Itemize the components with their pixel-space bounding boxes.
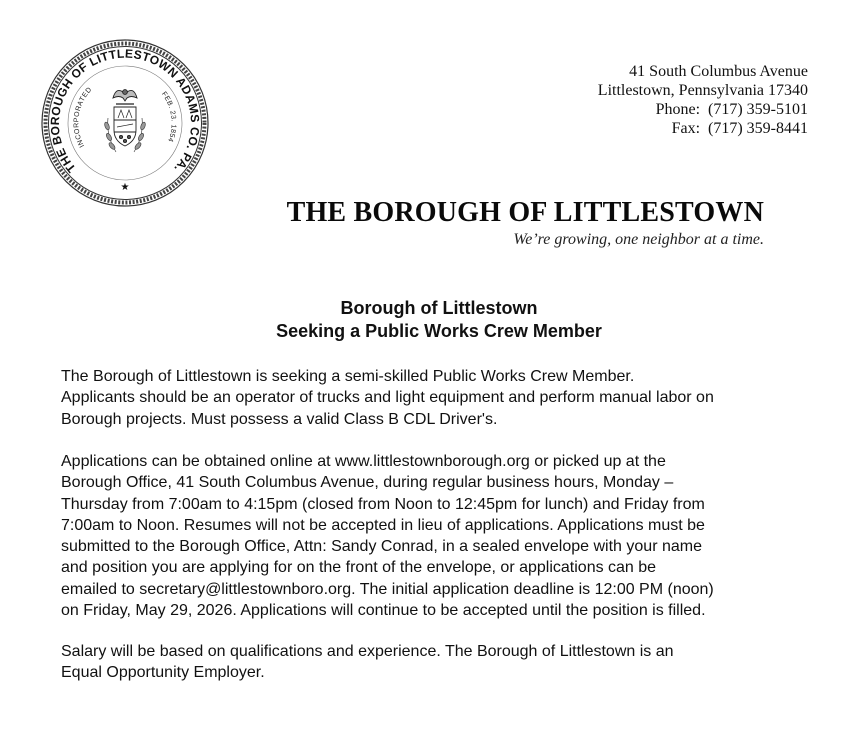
application-paragraph [61, 451, 821, 621]
application-line: 7:00am to Noon. Resumes will not be accepted in lieu of applications. Applications must be [61, 516, 705, 534]
masthead-tagline: We’re growing, one neighbor at a time. [513, 231, 764, 248]
application-text: Applications can be obtained online at [61, 453, 335, 470]
svg-text:INCORPORATED [73, 86, 93, 148]
eagle-icon [113, 90, 137, 104]
seal-outer-text: THE BOROUGH OF LITTLESTOWN ADAMS CO. PA. [47, 46, 203, 176]
heading-line-2: Seeking a Public Works Crew Member [276, 321, 602, 341]
application-line: on Friday, May 29, 2026. Applications will continue to be accepted until the position is filled. [61, 602, 706, 620]
fax-number: Fax: (717) 359-8441 [671, 120, 808, 137]
star-icon: ★ [120, 182, 130, 193]
seal-date-text: FEB. 23. 1854 [160, 90, 177, 143]
application-line: and position you are applying for on the front of the envelope, or applications can be [61, 559, 657, 577]
masthead [287, 196, 764, 250]
svg-text:FEB. 23. 1854 [160, 91, 177, 143]
posting-heading [0, 297, 866, 343]
intro-line: The Borough of Littlestown is seeking a semi-skilled Public Works Crew Member. [61, 368, 635, 385]
application-line: submitted to the Borough Office, Attn: Sandy Conrad, in a sealed envelope with your name [61, 538, 702, 556]
application-line [61, 451, 821, 472]
borough-seal [40, 38, 210, 208]
masthead-title: THE BOROUGH OF LITTLESTOWN [286, 197, 764, 228]
closing-line: Salary will be based on qualifications and experience. The Borough of Littlestown is an [61, 643, 674, 660]
application-line: Thursday from 7:00am to 4:15pm (closed from Noon to 12:45pm for lunch) and Friday from [61, 495, 705, 513]
intro-line: Applicants should be an operator of trucks and light equipment and perform manual labor on [61, 389, 714, 407]
email-link[interactable]: secretary@littlestownboro.org [139, 580, 352, 598]
seal-incorporated-text: INCORPORATED [73, 86, 94, 149]
application-line [61, 579, 821, 600]
heading-line-1: Borough of Littlestown [340, 298, 538, 318]
website-link[interactable]: www.littlestownborough.org [334, 453, 530, 470]
address-block [598, 62, 808, 138]
seal-emblem-icon [40, 38, 210, 208]
city-state-zip: Littlestown, Pennsylvania 17340 [597, 82, 808, 99]
application-text: emailed to [61, 580, 140, 598]
intro-line: Borough projects. Must possess a valid Class B CDL Driver's. [61, 410, 498, 428]
intro-paragraph [61, 366, 821, 430]
shield-icon [114, 107, 136, 146]
closing-line: Equal Opportunity Employer. [61, 664, 265, 682]
closing-paragraph [61, 641, 821, 684]
application-text: . The initial application deadline is 12:00 PM (noon) [351, 580, 714, 598]
application-text: or picked up at the [529, 453, 666, 470]
application-line: Borough Office, 41 South Columbus Avenue, during regular business hours, Monday – [61, 474, 674, 492]
phone-number: Phone: (717) 359-5101 [655, 101, 808, 118]
street-address: 41 South Columbus Avenue [629, 63, 808, 80]
